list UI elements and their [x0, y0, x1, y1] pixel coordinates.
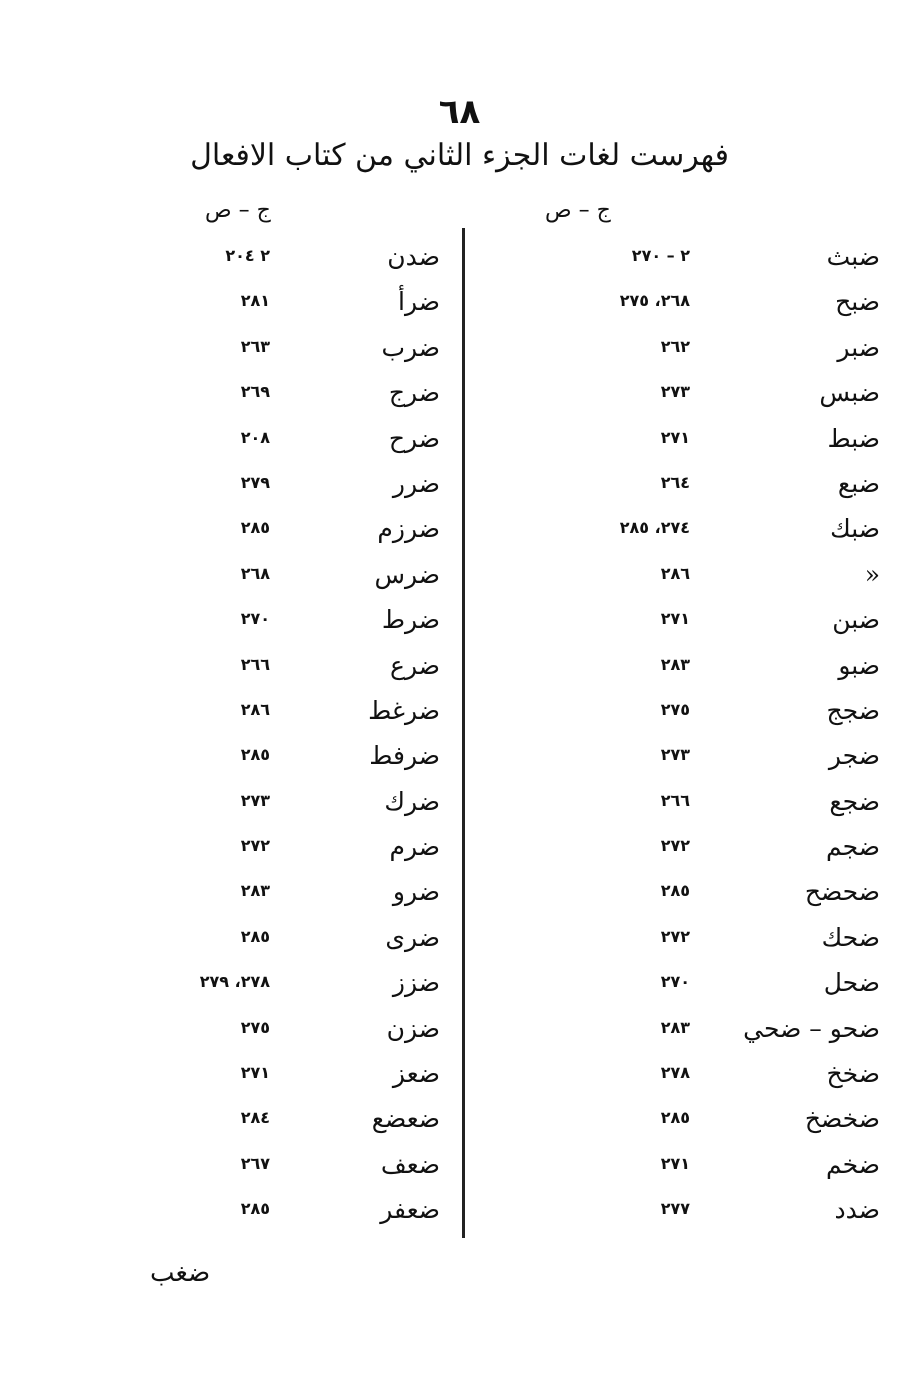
- index-entry-row: [40, 785, 440, 830]
- entry-page-ref: ٢٧٨، ٢٧٩: [199, 972, 270, 992]
- entry-word: ضحل: [823, 968, 880, 998]
- entry-word: ضرغط: [368, 695, 440, 725]
- entry-word: ضرط: [381, 605, 440, 635]
- index-entry-row: [40, 739, 440, 784]
- entry-word: ضجج: [826, 695, 880, 725]
- entry-word: ضعفر: [380, 1195, 440, 1225]
- index-entry-row: [40, 830, 440, 875]
- entry-word: ضخضخ: [804, 1104, 880, 1134]
- index-entry-row: [480, 512, 880, 557]
- entry-page-ref: ٢٧٠: [240, 609, 270, 629]
- entry-word: ضرس: [374, 559, 440, 589]
- entry-page-ref: ٢٨٥: [660, 881, 690, 901]
- index-entry-row: [480, 830, 880, 875]
- index-entry-row: [480, 331, 880, 376]
- entry-word: ضزز: [392, 968, 440, 998]
- entry-page-ref: ٢٧٢: [240, 836, 270, 856]
- index-entry-row: [480, 694, 880, 739]
- entry-word: ضخخ: [826, 1059, 880, 1089]
- index-entry-row: [40, 1012, 440, 1057]
- entry-page-ref: ٢٦٢: [660, 336, 690, 356]
- entry-word: ضدد: [834, 1195, 880, 1225]
- entry-page-ref: ٢٨٤: [240, 1108, 270, 1128]
- right-column-header: ج – ص: [545, 198, 611, 223]
- entry-word: ضرو: [392, 877, 440, 907]
- index-entry-row: [480, 467, 880, 512]
- index-entry-row: [40, 376, 440, 421]
- entry-word: ضرزم: [377, 514, 440, 544]
- entry-page-ref: ٢٦٣: [240, 336, 270, 356]
- index-entry-row: [480, 966, 880, 1011]
- entry-page-ref: ٢٨٣: [660, 1017, 690, 1037]
- entry-page-ref: ٢٦٤: [660, 472, 690, 492]
- entry-word: ضحو – ضحي: [743, 1013, 880, 1043]
- entry-page-ref: ٢٦٨: [240, 563, 270, 583]
- page-title: فهرست لغات الجزء الثاني من كتاب الافعال: [190, 138, 729, 173]
- index-entry-row: [40, 1193, 440, 1238]
- entry-word: ضرع: [390, 650, 440, 680]
- entry-page-ref: ٢٧٢: [660, 836, 690, 856]
- entry-page-ref: ٢٧٧: [660, 1199, 690, 1219]
- index-entry-row: [40, 1102, 440, 1147]
- index-entry-row: [40, 558, 440, 603]
- entry-page-ref: ٢٧٢: [660, 926, 690, 946]
- entry-word: ضبك: [830, 514, 880, 544]
- entry-page-ref: ٢٦٦: [240, 654, 270, 674]
- entry-word: ضبن: [832, 605, 880, 635]
- entry-page-ref: ٢ ٢٠٤: [225, 246, 270, 265]
- entry-word: ضرب: [381, 332, 440, 362]
- entry-page-ref: ٢٨٥: [240, 518, 270, 538]
- entry-page-ref: ٢ – ٢٧٠: [631, 246, 690, 265]
- entry-page-ref: ٢٧١: [660, 1153, 690, 1173]
- index-entry-row: [40, 467, 440, 512]
- entry-word: ضعف: [380, 1149, 440, 1179]
- entry-word: «: [864, 559, 880, 589]
- entry-page-ref: ٢٠٨: [240, 427, 270, 447]
- index-entry-row: [40, 331, 440, 376]
- entry-word: ضبر: [837, 332, 880, 362]
- index-entry-row: [480, 739, 880, 784]
- entry-page-ref: ٢٧٤، ٢٨٥: [619, 518, 690, 538]
- entry-word: ضحضح: [804, 877, 880, 907]
- entry-page-ref: ٢٧١: [660, 609, 690, 629]
- entry-page-ref: ٢٨٦: [240, 699, 270, 719]
- entry-page-ref: ٢٨٥: [240, 926, 270, 946]
- index-entry-row: [480, 785, 880, 830]
- index-entry-row: [40, 1148, 440, 1193]
- index-entry-row: [480, 1193, 880, 1238]
- entry-word: ضرر: [392, 468, 440, 498]
- entry-word: ضبس: [819, 378, 880, 408]
- entry-word: ضعز: [392, 1059, 440, 1089]
- entry-page-ref: ٢٨٣: [660, 654, 690, 674]
- index-entry-row: [40, 966, 440, 1011]
- entry-page-ref: ٢٨٥: [240, 745, 270, 765]
- entry-page-ref: ٢٦٩: [240, 382, 270, 402]
- left-column-header: ج – ص: [205, 198, 271, 223]
- entry-page-ref: ٢٦٦: [660, 790, 690, 810]
- index-entry-row: [480, 1148, 880, 1193]
- entry-page-ref: ٢٨٣: [240, 881, 270, 901]
- entry-word: ضرى: [385, 922, 440, 952]
- entry-word: ضحك: [821, 922, 880, 952]
- entry-word: ضزن: [386, 1013, 440, 1043]
- index-entry-row: [480, 422, 880, 467]
- entry-page-ref: ٢٧٥: [660, 699, 690, 719]
- entry-word: ضرح: [388, 423, 440, 453]
- entry-word: ضبع: [837, 468, 880, 498]
- footer-word: ضغب: [150, 1258, 211, 1288]
- index-entry-row: [480, 1057, 880, 1102]
- index-entry-row: [40, 649, 440, 694]
- index-entry-row: [40, 603, 440, 648]
- entry-page-ref: ٢٧٩: [240, 472, 270, 492]
- entry-page-ref: ٢٧١: [660, 427, 690, 447]
- entry-word: ضرفط: [369, 741, 440, 771]
- index-entry-row: [40, 875, 440, 920]
- index-entry-row: [480, 649, 880, 694]
- entry-word: ضرم: [389, 832, 440, 862]
- index-entry-row: [40, 285, 440, 330]
- column-divider: [462, 228, 465, 1238]
- index-entry-row: [480, 1012, 880, 1057]
- index-entry-row: [40, 921, 440, 966]
- right-column-list: [480, 240, 880, 1239]
- index-entry-row: [40, 422, 440, 467]
- index-entry-row: [480, 376, 880, 421]
- entry-word: ضبث: [826, 242, 880, 271]
- entry-word: ضجر: [828, 741, 880, 771]
- index-entry-row: [40, 240, 440, 285]
- entry-word: ضرك: [384, 786, 440, 816]
- entry-page-ref: ٢٨٥: [240, 1199, 270, 1219]
- entry-word: ضجع: [829, 786, 880, 816]
- entry-page-ref: ٢٧٣: [660, 382, 690, 402]
- entry-word: ضخم: [825, 1149, 880, 1179]
- index-entry-row: [480, 1102, 880, 1147]
- index-entry-row: [40, 1057, 440, 1102]
- entry-word: ضجم: [825, 832, 880, 862]
- entry-word: ضعضع: [371, 1104, 440, 1134]
- index-entry-row: [40, 512, 440, 557]
- entry-page-ref: ٢٧٠: [660, 972, 690, 992]
- entry-page-ref: ٢٨٦: [660, 563, 690, 583]
- entry-page-ref: ٢٧٥: [240, 1017, 270, 1037]
- index-entry-row: [480, 603, 880, 648]
- index-entry-row: [480, 558, 880, 603]
- page-number: ٦٨: [438, 92, 481, 132]
- index-entry-row: [40, 694, 440, 739]
- index-entry-row: [480, 240, 880, 285]
- entry-word: ضرأ: [398, 287, 440, 317]
- entry-page-ref: ٢٧١: [240, 1063, 270, 1083]
- entry-page-ref: ٢٦٨، ٢٧٥: [619, 291, 690, 311]
- index-entry-row: [480, 921, 880, 966]
- entry-page-ref: ٢٧٨: [660, 1063, 690, 1083]
- entry-page-ref: ٢٨١: [240, 291, 270, 311]
- index-entry-row: [480, 285, 880, 330]
- entry-page-ref: ٢٨٥: [660, 1108, 690, 1128]
- entry-word: ضرج: [388, 378, 440, 408]
- entry-word: ضدن: [387, 242, 440, 271]
- entry-word: ضبح: [835, 287, 880, 317]
- entry-page-ref: ٢٦٧: [240, 1153, 270, 1173]
- entry-page-ref: ٢٧٣: [240, 790, 270, 810]
- entry-page-ref: ٢٧٣: [660, 745, 690, 765]
- entry-word: ضبط: [827, 423, 880, 453]
- left-column-list: [40, 240, 440, 1239]
- entry-word: ضبو: [838, 650, 880, 680]
- index-entry-row: [480, 875, 880, 920]
